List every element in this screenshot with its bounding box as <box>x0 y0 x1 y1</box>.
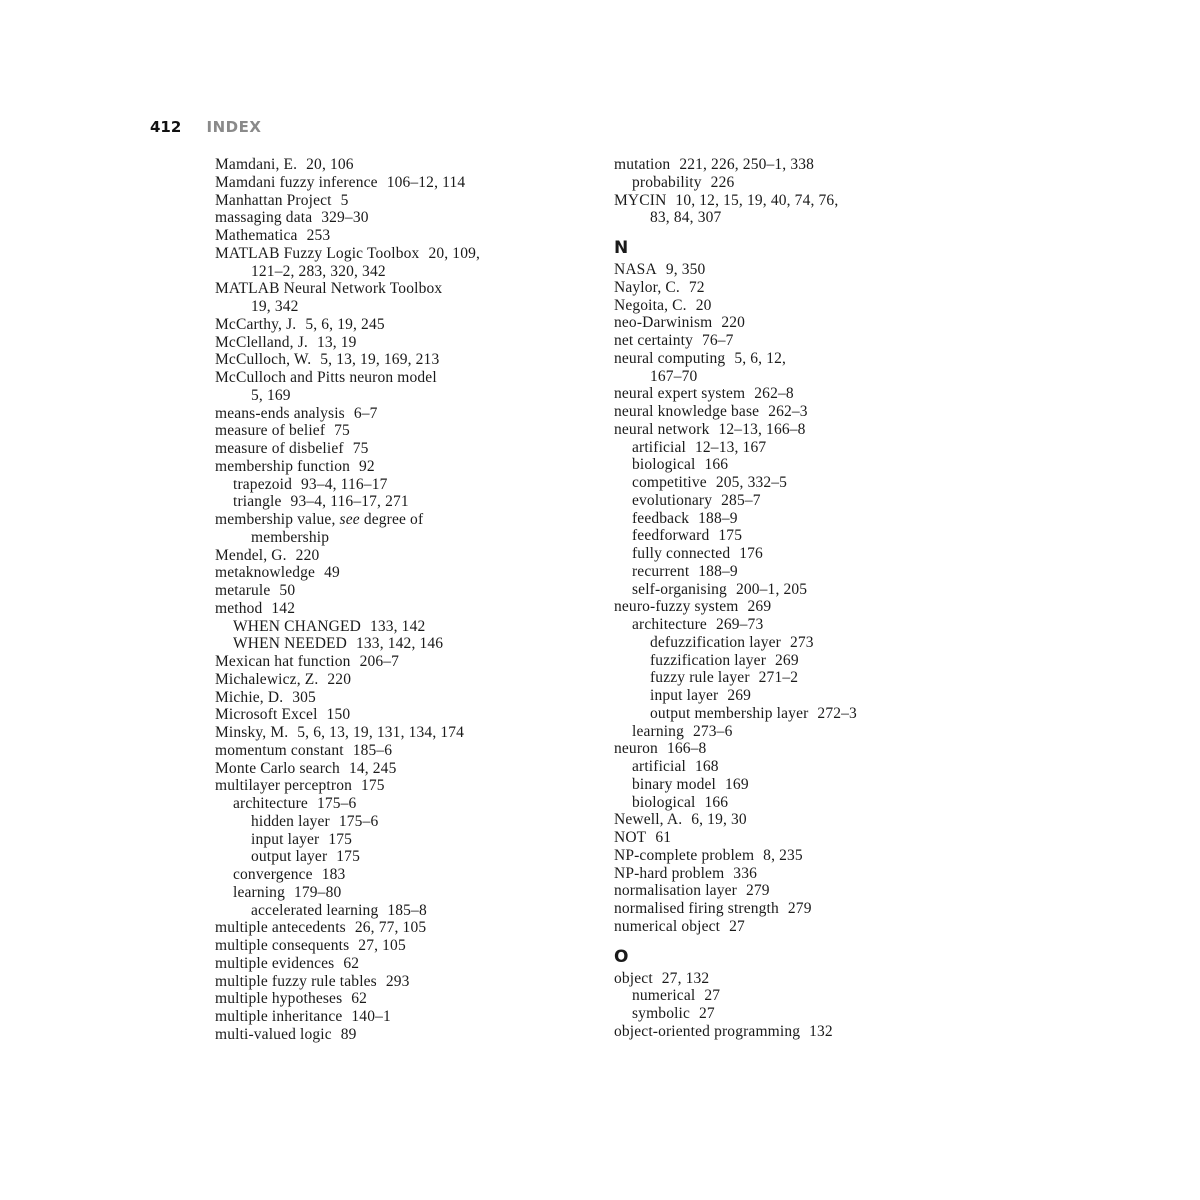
index-term: accelerated learning <box>251 901 379 919</box>
index-entry <box>614 545 984 563</box>
index-entry <box>614 1005 984 1023</box>
index-entry <box>614 421 984 439</box>
index-page-refs: 150 <box>326 706 351 724</box>
section-title: INDEX <box>206 118 262 136</box>
index-page-refs: 12–13, 167 <box>695 438 767 456</box>
index-page-refs: 93–4, 116–17, 271 <box>290 493 409 511</box>
index-term: normalisation layer <box>614 882 737 900</box>
index-term: MATLAB Neural Network Toolbox <box>215 280 443 298</box>
index-entry <box>215 174 585 192</box>
index-page-refs: 271–2 <box>758 669 799 687</box>
index-entry <box>215 209 585 227</box>
index-page-refs: 5 <box>340 191 349 209</box>
index-term: Mamdani fuzzy inference <box>215 173 378 191</box>
index-term: Mathematica <box>215 227 298 244</box>
index-entry <box>614 456 984 474</box>
index-term: Monte Carlo search <box>215 759 340 777</box>
index-term: means-ends analysis <box>215 404 345 422</box>
index-term: trapezoid <box>233 475 293 493</box>
index-entry-continuation <box>215 387 585 405</box>
index-entry-continuation <box>215 263 585 281</box>
index-term: input layer <box>251 830 320 848</box>
index-term: multiple fuzzy rule tables <box>215 972 377 990</box>
index-term: measure of disbelief <box>215 440 344 457</box>
index-term: convergence <box>233 866 313 883</box>
index-term: multiple antecedents <box>215 919 346 937</box>
index-page-refs: 5, 6, 12, <box>734 349 787 367</box>
index-entry <box>614 474 984 492</box>
index-entry <box>614 510 984 528</box>
index-page-refs: 269–73 <box>715 616 764 633</box>
index-page-refs: 106–12, 114 <box>386 173 466 191</box>
index-term: feedback <box>632 509 690 527</box>
index-entry <box>614 192 984 210</box>
index-term: artificial <box>632 438 686 456</box>
index-entry <box>215 1008 585 1026</box>
index-page-refs: 72 <box>688 278 705 296</box>
index-term: McCulloch and Pitts neuron model <box>215 369 437 386</box>
index-entry <box>614 740 984 758</box>
index-page-refs: 200–1, 205 <box>735 580 808 598</box>
index-term: multilayer perceptron <box>215 777 352 795</box>
index-page-refs: 336 <box>733 864 757 882</box>
index-page-refs: 188–9 <box>698 562 738 580</box>
index-page-refs: 175–6 <box>338 812 379 830</box>
index-term: Michie, D. <box>215 688 284 706</box>
index-entry <box>215 192 585 210</box>
index-page-refs: 50 <box>279 582 296 599</box>
index-entry <box>614 829 984 847</box>
index-term: recurrent <box>632 562 690 580</box>
index-column-right <box>614 156 984 1041</box>
index-entry <box>614 332 984 350</box>
index-term: multiple hypotheses <box>215 990 343 1008</box>
index-entry <box>215 547 585 565</box>
index-entry <box>215 156 585 174</box>
index-term: triangle <box>233 493 282 511</box>
index-page-refs: 14, 245 <box>348 759 397 777</box>
index-term: neuro-fuzzy system <box>614 598 739 616</box>
index-entry <box>614 581 984 599</box>
index-term: WHEN CHANGED <box>233 617 361 635</box>
index-page-refs: 175 <box>361 777 385 795</box>
index-page-refs: 121–2, 283, 320, 342 <box>251 262 386 280</box>
index-term: neural computing <box>614 349 726 367</box>
index-page-refs: 61 <box>655 829 672 846</box>
index-page-refs: 26, 77, 105 <box>354 919 427 937</box>
index-entry <box>614 385 984 403</box>
index-term: Mexican hat function <box>215 653 351 670</box>
index-entry <box>215 990 585 1008</box>
index-term: artificial <box>632 758 686 775</box>
index-term: WHEN NEEDED <box>233 635 347 653</box>
index-entry <box>614 563 984 581</box>
index-entry <box>614 174 984 192</box>
index-page-refs: 62 <box>343 954 360 972</box>
index-page-refs: 293 <box>385 972 410 990</box>
index-page-refs: 76–7 <box>701 332 734 349</box>
index-entry <box>215 440 585 458</box>
index-entry <box>614 900 984 918</box>
index-page-refs: 226 <box>710 173 735 191</box>
index-page-refs: 5, 13, 19, 169, 213 <box>320 351 440 369</box>
index-entry <box>215 493 585 511</box>
index-page-refs: 220 <box>295 546 320 564</box>
index-term: defuzzification layer <box>650 633 781 651</box>
index-term: self-organising <box>632 580 727 598</box>
index-page-refs: 269 <box>727 687 752 704</box>
index-term: Microsoft Excel <box>215 706 318 724</box>
index-entry <box>215 689 585 707</box>
index-term: McClelland, J. <box>215 333 308 351</box>
index-page-refs: 49 <box>324 564 340 582</box>
index-page-refs: 20, 106 <box>306 156 354 173</box>
index-page-refs: 62 <box>351 990 368 1008</box>
index-entry <box>614 811 984 829</box>
index-page-refs: 272–3 <box>817 704 857 722</box>
index-page-refs: 206–7 <box>359 653 400 670</box>
index-page-refs: 6–7 <box>353 404 378 422</box>
index-page-refs: 83, 84, 307 <box>650 209 722 227</box>
index-term: membership function <box>215 457 351 475</box>
index-term: neural network <box>614 420 710 438</box>
index-page-refs: 20, 109, <box>428 244 481 262</box>
index-page-refs: 185–6 <box>352 741 393 759</box>
index-page-refs: 179–80 <box>293 883 342 901</box>
index-entry <box>614 882 984 900</box>
index-page-refs: 305 <box>292 688 316 706</box>
index-term: method <box>215 599 263 617</box>
index-entry <box>215 369 585 387</box>
index-term: neo-Darwinism <box>614 314 713 332</box>
index-entry <box>215 848 585 866</box>
index-entry <box>215 742 585 760</box>
index-entry <box>215 582 585 600</box>
index-term: evolutionary <box>632 491 713 509</box>
index-entry <box>215 919 585 937</box>
index-term: hidden layer <box>251 812 330 830</box>
index-page-refs: 133, 142, 146 <box>356 635 444 653</box>
index-page-refs: 279 <box>787 900 812 917</box>
index-page-refs: 329–30 <box>321 209 369 227</box>
index-entry <box>215 760 585 778</box>
index-entry <box>215 227 585 245</box>
index-entry <box>215 511 585 529</box>
index-page-refs: 175 <box>336 848 360 866</box>
see-target: degree of <box>363 511 424 528</box>
index-page-refs: 75 <box>352 440 369 457</box>
index-page-refs: 132 <box>809 1022 833 1040</box>
index-page-refs: 220 <box>721 314 746 332</box>
index-page-refs: 10, 12, 15, 19, 40, 74, 76, <box>675 191 839 209</box>
index-page-refs: 166–8 <box>666 740 707 758</box>
index-term: NP-complete problem <box>614 846 755 864</box>
index-term: multi-valued logic <box>215 1025 332 1043</box>
index-page-refs: 12–13, 166–8 <box>718 420 806 438</box>
index-term: Minsky, M. <box>215 724 289 741</box>
index-term: MATLAB Fuzzy Logic Toolbox <box>215 244 420 262</box>
index-term: net certainty <box>614 332 693 349</box>
index-entry <box>215 1026 585 1044</box>
see-reference: see <box>339 511 360 528</box>
index-entry <box>614 687 984 705</box>
index-entry <box>614 156 984 174</box>
index-page-refs: 166 <box>704 793 729 811</box>
index-entry <box>614 918 984 936</box>
index-entry <box>215 724 585 742</box>
index-page-refs: 142 <box>271 599 296 617</box>
index-page-refs: 27 <box>699 1005 715 1022</box>
index-entry <box>614 758 984 776</box>
index-entry <box>215 564 585 582</box>
index-page-refs: 183 <box>321 866 346 883</box>
index-term: object <box>614 969 653 987</box>
index-term: Newell, A. <box>614 811 683 829</box>
index-entry <box>215 476 585 494</box>
index-entry <box>215 653 585 671</box>
index-term: architecture <box>233 795 308 812</box>
index-entry <box>614 492 984 510</box>
index-page-refs: 285–7 <box>721 491 761 509</box>
index-entry <box>614 598 984 616</box>
index-page-refs: 269 <box>775 651 799 669</box>
index-entry <box>215 937 585 955</box>
index-page-refs: 27, 105 <box>358 937 406 954</box>
index-entry-continuation <box>614 209 984 227</box>
index-page-refs: 253 <box>306 227 331 244</box>
index-term: probability <box>632 173 702 191</box>
index-term: NOT <box>614 829 647 846</box>
index-entry <box>215 884 585 902</box>
index-term: metaknowledge <box>215 564 316 582</box>
index-page-refs: 262–3 <box>768 403 808 420</box>
index-term: membership <box>251 528 330 546</box>
index-term: fully connected <box>632 545 731 562</box>
index-entry-continuation <box>614 368 984 386</box>
index-page-refs: 5, 6, 13, 19, 131, 134, 174 <box>297 724 465 741</box>
index-entry <box>614 527 984 545</box>
index-page-refs: 6, 19, 30 <box>691 811 747 829</box>
index-entry <box>614 350 984 368</box>
index-entry <box>215 334 585 352</box>
index-term: Mendel, G. <box>215 546 287 564</box>
index-entry <box>614 652 984 670</box>
index-page-refs: 185–8 <box>387 901 427 919</box>
index-entry <box>215 280 585 298</box>
index-term: multiple inheritance <box>215 1008 343 1025</box>
index-term: Manhattan Project <box>215 191 332 209</box>
index-entry <box>614 297 984 315</box>
index-term: biological <box>632 793 696 811</box>
index-term: object-oriented programming <box>614 1022 801 1040</box>
index-page-refs: 5, 169 <box>251 386 291 404</box>
index-term: momentum constant <box>215 741 344 759</box>
index-page-refs: 262–8 <box>754 385 794 403</box>
index-page-refs: 221, 226, 250–1, 338 <box>679 156 815 173</box>
index-term: mutation <box>614 156 671 173</box>
index-page-refs: 168 <box>695 758 719 775</box>
index-entry <box>215 422 585 440</box>
index-term: symbolic <box>632 1005 691 1022</box>
index-term: Naylor, C. <box>614 278 680 296</box>
index-term: output layer <box>251 848 328 866</box>
index-term: neural knowledge base <box>614 403 760 420</box>
index-term: McCarthy, J. <box>215 315 297 333</box>
index-term: neural expert system <box>614 385 746 403</box>
index-term: fuzzification layer <box>650 651 767 669</box>
index-page-refs: 167–70 <box>650 367 698 385</box>
index-entry <box>614 776 984 794</box>
index-term: learning <box>233 883 285 901</box>
index-term: neuron <box>614 740 658 758</box>
index-letter-heading: O <box>614 946 629 967</box>
index-page-refs: 27 <box>704 987 721 1005</box>
index-page-refs: 279 <box>745 882 770 900</box>
index-term: biological <box>632 456 696 474</box>
index-term: competitive <box>632 474 707 491</box>
index-page-refs: 5, 6, 19, 245 <box>305 315 385 333</box>
index-page-refs: 93–4, 116–17 <box>301 475 388 493</box>
index-page-refs: 27, 132 <box>661 969 710 987</box>
index-entry <box>215 955 585 973</box>
index-page-refs: 27 <box>729 917 745 935</box>
index-page-refs: 169 <box>725 775 749 793</box>
index-page-refs: 92 <box>359 457 375 475</box>
index-term: multiple consequents <box>215 937 350 954</box>
index-page-refs: 166 <box>704 456 729 474</box>
index-entry <box>215 706 585 724</box>
index-page-refs: 273–6 <box>692 722 733 740</box>
running-head <box>150 116 261 138</box>
index-entry <box>614 1023 984 1041</box>
index-entry-continuation <box>215 529 585 547</box>
index-term: Michalewicz, Z. <box>215 670 319 688</box>
index-page-refs: 133, 142 <box>369 617 426 635</box>
index-entry <box>215 635 585 653</box>
index-entry <box>614 723 984 741</box>
index-term: NASA <box>614 261 657 278</box>
index-column-left <box>215 156 585 1044</box>
index-entry <box>215 351 585 369</box>
index-page-refs: 175–6 <box>316 795 357 812</box>
index-term: normalised firing strength <box>614 900 779 917</box>
index-page-refs: 8, 235 <box>763 846 803 864</box>
index-page-refs: 176 <box>739 545 763 562</box>
index-entry <box>614 705 984 723</box>
index-page-refs: 205, 332–5 <box>715 474 788 491</box>
index-entry <box>614 279 984 297</box>
index-term: fuzzy rule layer <box>650 669 750 687</box>
index-entry <box>614 865 984 883</box>
index-entry <box>614 970 984 988</box>
index-term: measure of belief <box>215 422 326 440</box>
index-entry <box>614 794 984 812</box>
index-term: output membership layer <box>650 704 809 722</box>
index-entry <box>215 795 585 813</box>
index-term: membership value, <box>215 511 336 528</box>
index-entry <box>215 831 585 849</box>
index-term: Negoita, C. <box>614 296 687 314</box>
index-entry <box>614 634 984 652</box>
index-entry <box>215 600 585 618</box>
index-term: numerical <box>632 987 696 1005</box>
page-number: 412 <box>150 118 182 136</box>
index-page-refs: 9, 350 <box>665 261 706 278</box>
index-entry <box>614 261 984 279</box>
index-term: architecture <box>632 616 707 633</box>
index-page-refs: 13, 19 <box>316 333 357 351</box>
index-page-refs: 220 <box>327 670 352 688</box>
index-page-refs: 89 <box>340 1025 357 1043</box>
index-page-refs: 188–9 <box>698 509 738 527</box>
index-term: multiple evidences <box>215 954 335 972</box>
index-entry <box>215 405 585 423</box>
index-entry <box>215 902 585 920</box>
index-entry <box>215 245 585 263</box>
index-term: MYCIN <box>614 191 667 209</box>
index-entry <box>215 813 585 831</box>
index-entry-continuation <box>215 298 585 316</box>
index-page-refs: 175 <box>718 527 743 545</box>
index-term: Mamdani, E. <box>215 156 298 173</box>
index-page-refs: 175 <box>328 830 353 848</box>
index-term: massaging data <box>215 209 313 227</box>
index-entry <box>215 671 585 689</box>
index-term: McCulloch, W. <box>215 351 312 369</box>
index-entry <box>614 439 984 457</box>
index-page-refs: 19, 342 <box>251 298 299 315</box>
index-term: input layer <box>650 687 719 704</box>
index-entry <box>215 973 585 991</box>
index-entry <box>614 847 984 865</box>
index-entry <box>614 314 984 332</box>
index-entry <box>614 987 984 1005</box>
index-entry <box>215 458 585 476</box>
index-term: binary model <box>632 775 717 793</box>
index-entry <box>614 616 984 634</box>
index-entry <box>215 866 585 884</box>
index-entry <box>215 618 585 636</box>
index-entry <box>614 403 984 421</box>
index-page-refs: 140–1 <box>351 1008 391 1025</box>
index-entry <box>215 316 585 334</box>
index-page-refs: 269 <box>747 598 772 616</box>
index-term: learning <box>632 722 684 740</box>
index-page-refs: 20 <box>695 296 712 314</box>
index-letter-heading: N <box>614 238 629 258</box>
index-term: numerical object <box>614 917 721 935</box>
index-entry <box>614 669 984 687</box>
index-term: NP-hard problem <box>614 864 725 882</box>
index-term: metarule <box>215 582 271 599</box>
index-page-refs: 75 <box>334 422 350 440</box>
index-page-refs: 273 <box>789 633 814 651</box>
index-entry <box>215 777 585 795</box>
index-term: feedforward <box>632 527 710 545</box>
